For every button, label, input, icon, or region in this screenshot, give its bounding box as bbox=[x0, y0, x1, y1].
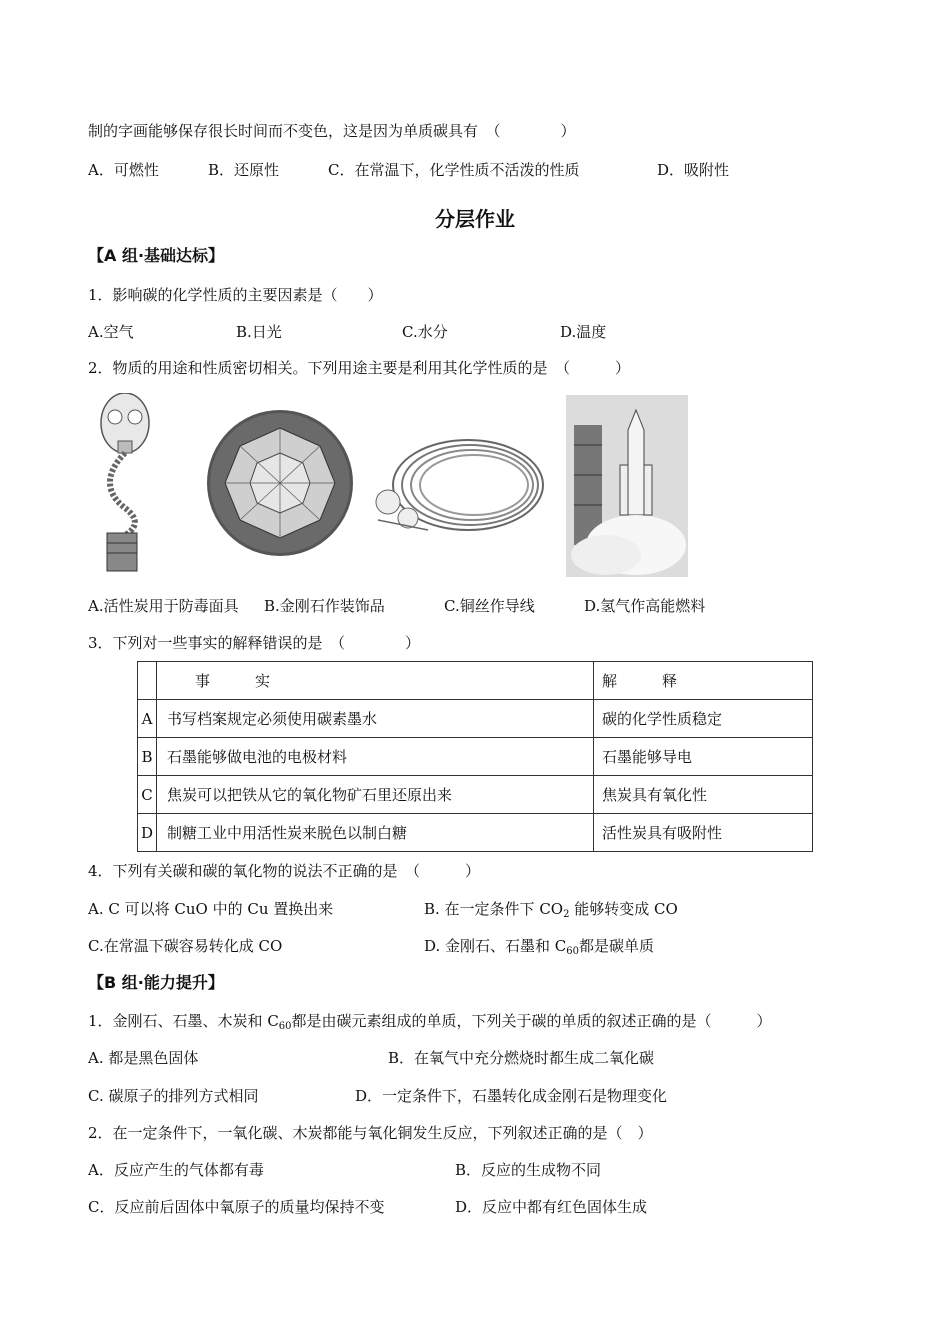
gas-mask-image bbox=[85, 393, 155, 573]
row-fact: 书写档案规定必须使用碳素墨水 bbox=[157, 700, 594, 738]
group-b-heading: 【B 组·能力提升】 bbox=[88, 973, 224, 992]
a-q1-stem: 1．影响碳的化学性质的主要因素是（ ） bbox=[88, 286, 383, 304]
table-header-explain: 解 释 bbox=[594, 662, 813, 700]
b-q2-option-c: C．反应前后固体中氧原子的质量均保持不变 bbox=[88, 1198, 385, 1216]
b-q1-stem-text2: 都是由碳元素组成的单质，下列关于碳的单质的叙述正确的是（ ） bbox=[291, 1012, 772, 1030]
diamond-image bbox=[205, 408, 355, 558]
row-key: D bbox=[138, 814, 157, 852]
table-header-fact: 事 实 bbox=[157, 662, 594, 700]
table-row bbox=[138, 738, 813, 776]
b-q2-stem: 2．在一定条件下，一氧化碳、木炭都能与氧化铜发生反应，下列叙述正确的是（ ） bbox=[88, 1124, 653, 1142]
row-explain: 石墨能够导电 bbox=[594, 738, 813, 776]
a-q1-option-d: D.温度 bbox=[560, 323, 607, 341]
row-fact: 焦炭可以把铁从它的氧化物矿石里还原出来 bbox=[157, 776, 594, 814]
a-q4-option-b-text2: 能够转变成 CO bbox=[574, 900, 678, 918]
b-q1-stem-text1: 1．金刚石、石墨、木炭和 C bbox=[88, 1012, 279, 1030]
a-q4-option-b bbox=[424, 899, 678, 925]
a-q4-stem: 4．下列有关碳和碳的氧化物的说法不正确的是 （ ） bbox=[88, 862, 481, 880]
a-q1-option-c: C.水分 bbox=[402, 323, 448, 341]
row-key: A bbox=[138, 700, 157, 738]
a-q2-option-c: C.铜丝作导线 bbox=[444, 597, 535, 615]
a-q2-option-d: D.氢气作高能燃料 bbox=[584, 597, 706, 615]
prev-option-a: A．可燃性 bbox=[88, 161, 159, 179]
row-explain: 碳的化学性质稳定 bbox=[594, 700, 813, 738]
a-q1-option-a: A.空气 bbox=[88, 323, 134, 341]
a-q4-option-d bbox=[424, 936, 654, 962]
a-q3-stem: 3．下列对一些事实的解释错误的是 （ ） bbox=[88, 634, 421, 652]
a-q4-option-d-text1: D. 金刚石、石墨和 C bbox=[424, 937, 567, 955]
a-q4-option-b-text1: B. 在一定条件下 CO bbox=[424, 900, 564, 918]
a-q4-option-d-text2: 都是碳单质 bbox=[579, 937, 655, 955]
table-row bbox=[138, 700, 813, 738]
a-q4-option-c: C.在常温下碳容易转化成 CO bbox=[88, 937, 283, 955]
b-q2-option-b: B．反应的生成物不同 bbox=[455, 1161, 602, 1179]
a-q2-stem: 2．物质的用途和性质密切相关。下列用途主要是利用其化学性质的是 （ ） bbox=[88, 359, 631, 377]
prev-option-c: C．在常温下，化学性质不活泼的性质 bbox=[328, 161, 580, 179]
subscript-60: 60 bbox=[566, 946, 580, 957]
a-q4-option-a: A. C 可以将 CuO 中的 Cu 置换出来 bbox=[88, 900, 334, 918]
b-q1-option-b: B．在氧气中充分燃烧时都生成二氧化碳 bbox=[388, 1049, 655, 1067]
a-q2-option-a: A.活性炭用于防毒面具 bbox=[88, 597, 239, 615]
b-q1-option-a: A. 都是黑色固体 bbox=[88, 1049, 199, 1067]
table-row bbox=[138, 776, 813, 814]
prev-question-stem: 制的字画能够保存很长时间而不变色，这是因为单质碳具有 （ ） bbox=[88, 122, 576, 140]
subscript-60: 60 bbox=[278, 1021, 292, 1032]
prev-option-b: B．还原性 bbox=[208, 161, 280, 179]
prev-option-d: D．吸附性 bbox=[657, 161, 730, 179]
table-row bbox=[138, 814, 813, 852]
a-q1-option-b: B.日光 bbox=[236, 323, 282, 341]
row-key: C bbox=[138, 776, 157, 814]
b-q2-option-a: A．反应产生的气体都有毒 bbox=[88, 1161, 264, 1179]
page-title: 分层作业 bbox=[435, 207, 515, 231]
subscript-2: 2 bbox=[563, 909, 570, 920]
b-q2-option-d: D．反应中都有红色固体生成 bbox=[455, 1198, 648, 1216]
row-explain: 活性炭具有吸附性 bbox=[594, 814, 813, 852]
table-header-key bbox=[138, 662, 157, 700]
row-fact: 石墨能够做电池的电极材料 bbox=[157, 738, 594, 776]
row-explain: 焦炭具有氧化性 bbox=[594, 776, 813, 814]
row-fact: 制糖工业中用活性炭来脱色以制白糖 bbox=[157, 814, 594, 852]
facts-table bbox=[137, 661, 813, 852]
b-q1-option-d: D．一定条件下，石墨转化成金刚石是物理变化 bbox=[355, 1087, 668, 1105]
row-key: B bbox=[138, 738, 157, 776]
copper-wire-image bbox=[368, 430, 548, 540]
b-q1-option-c: C. 碳原子的排列方式相同 bbox=[88, 1087, 259, 1105]
rocket-launch-image bbox=[566, 395, 688, 577]
table-header-row bbox=[138, 662, 813, 700]
b-q1-stem bbox=[88, 1011, 772, 1037]
group-a-heading: 【A 组·基础达标】 bbox=[88, 246, 225, 265]
a-q2-option-b: B.金刚石作装饰品 bbox=[264, 597, 385, 615]
